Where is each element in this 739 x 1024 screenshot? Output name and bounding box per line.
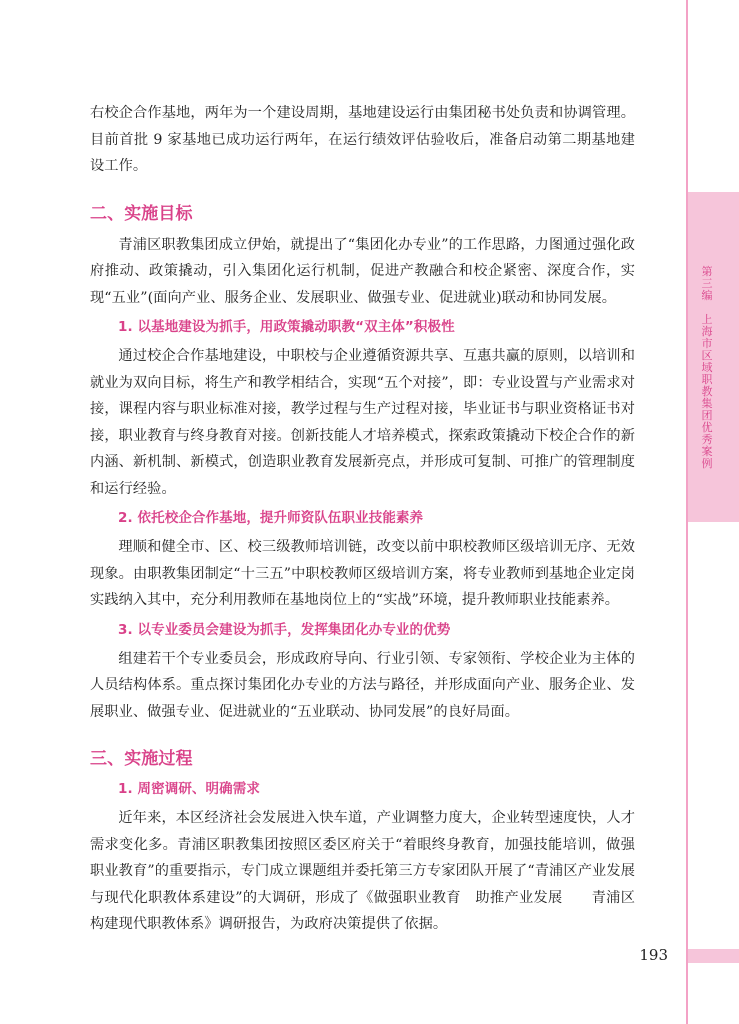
goal-1-paragraph: 通过校企合作基地建设，中职校与企业遵循资源共享、互惠共赢的原则，以培训和就业为双向目标，将生产和教学相结合，实现“五个对接”，即：专业设置与产业需求对接，课程内容与职业标准对接，教学过程与生产过程对接，毕业证书与职业资格证书对接，职业教育与终身教育对接。创新技能人才培养模式，探索政策撬动下校企合作的新内涵、新机制、新模式，创造职业教育发展新亮点，并形成可复制、可推广的管理制度和运行经验。 [90, 348, 635, 497]
page-number: 193 [639, 946, 668, 964]
heading-implementation-process: 三、实施过程 [90, 749, 193, 769]
side-title-label: 上海市区域职教集团优秀案例 [701, 313, 713, 470]
subheading-process-1: 1. 周密调研、明确需求 [118, 781, 260, 797]
side-tab-label [700, 266, 714, 470]
goal-2-paragraph: 理顺和健全市、区、校三级教师培训链，改变以前中职校教师区级培训无序、无效现象。由职教集团制定“十三五”中职校教师区级培训方案，将专业教师到基地企业定岗实践纳入其中，充分利用教师在基地岗位上的“实战”环境，提升教师职业技能素养。 [90, 539, 635, 608]
goal-3-paragraph: 组建若干个专业委员会，形成政府导向、行业引领、专家领衔、学校企业为主体的人员结构体系。重点探讨集团化办专业的方法与路径，并形成面向产业、服务企业、发展职业、做强专业、促进就业的“五业联动、协同发展”的良好局面。 [90, 650, 635, 720]
process-1-paragraph: 近年来，本区经济社会发展进入快车道，产业调整力度大，企业转型速度快，人才需求变化多。青浦区职教集团按照区委区府关于“着眼终身教育，加强技能培训，做强职业教育”的重要指示，专门成立课题组并委托第三方专家团队开展了“青浦区产业发展与现代化职教体系建设”的大调研，形成了《做强职业教育 助推产业发展 青浦区构建现代职教体系》调研报告，为政府决策提供了依据。 [90, 810, 635, 932]
page-body [90, 100, 635, 938]
heading-implementation-goals: 二、实施目标 [90, 203, 193, 224]
page-number-bar [688, 949, 739, 963]
subheading-goal-3: 3. 以专业委员会建设为抓手，发挥集团化办专业的优势 [118, 621, 451, 638]
subheading-goal-2: 2. 依托校企合作基地，提升师资队伍职业技能素养 [118, 510, 424, 526]
subheading-goal-1: 1. 以基地建设为抓手，用政策撬动职教“双主体”积极性 [118, 319, 455, 335]
goal-paragraph: 青浦区职教集团成立伊始，就提出了“集团化办专业”的工作思路，力图通过强化政府推动、政策撬动，引入集团化运行机制，促进产教融合和校企紧密、深度合作，实现“五业”(面向产业、服务企业、发展职业、做强专业、促进就业)联动和协同发展。 [90, 236, 635, 306]
side-part-label: 第三编 [701, 265, 713, 302]
intro-paragraph: 右校企合作基地，两年为一个建设周期，基地建设运行由集团秘书处负责和协调管理。目前首批 9 家基地已成功运行两年，在运行绩效评估验收后，准备启动第二期基地建设工作。 [90, 105, 635, 174]
